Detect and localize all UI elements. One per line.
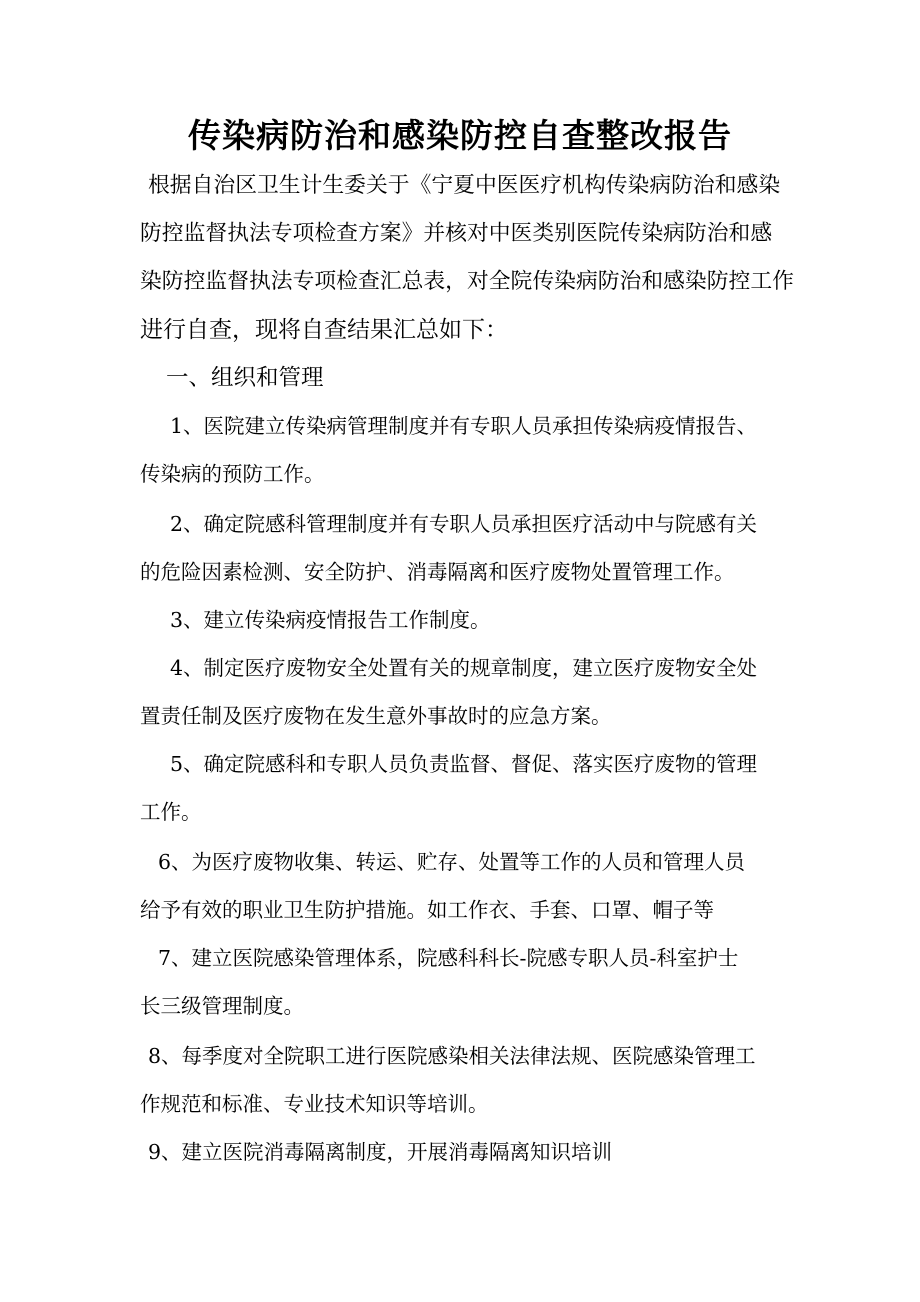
document-title: 传染病防治和感染防控自查整改报告 [188, 116, 732, 155]
item-4-line-1: 4、制定医疗废物安全处置有关的规章制度，建立医疗废物安全处 [170, 656, 758, 680]
item-1-line-2: 传染病的预防工作。 [140, 462, 325, 486]
item-7-line-2: 长三级管理制度。 [140, 994, 304, 1018]
intro-line-1: 根据自治区卫生计生委关于《宁夏中医医疗机构传染病防治和感染 [148, 173, 781, 198]
item-9-line-1: 9、建立医院消毒隔离制度，开展消毒隔离知识培训 [148, 1140, 613, 1164]
intro-line-2: 防控监督执法专项检查方案》并核对中医类别医院传染病防治和感 [140, 221, 773, 246]
item-6-line-1: 6、为医疗废物收集、转运、贮存、处置等工作的人员和管理人员 [158, 850, 746, 874]
item-1-line-1: 1、医院建立传染病管理制度并有专职人员承担传染病疫情报告、 [170, 414, 758, 438]
item-3-line-1: 3、建立传染病疫情报告工作制度。 [170, 608, 491, 632]
item-8-line-1: 8、每季度对全院职工进行医院感染相关法律法规、医院感染管理工 [148, 1044, 756, 1068]
section-heading: 一、组织和管理 [166, 365, 324, 391]
item-5-line-2: 工作。 [140, 800, 202, 824]
item-2-line-1: 2、确定院感科管理制度并有专职人员承担医疗活动中与院感有关 [170, 512, 758, 536]
intro-line-3: 染防控监督执法专项检查汇总表，对全院传染病防治和感染防控工作 [140, 269, 794, 294]
item-6-line-2: 给予有效的职业卫生防护措施。如工作衣、手套、口罩、帽子等 [140, 898, 714, 922]
item-4-line-2: 置责任制及医疗废物在发生意外事故时的应急方案。 [140, 704, 612, 728]
item-5-line-1: 5、确定院感科和专职人员负责监督、督促、落实医疗废物的管理 [170, 752, 758, 776]
item-2-line-2: 的危险因素检测、安全防护、消毒隔离和医疗废物处置管理工作。 [140, 560, 735, 584]
intro-line-4: 进行自查，现将自查结果汇总如下： [140, 317, 508, 343]
item-8-line-2: 作规范和标准、专业技术知识等培训。 [140, 1092, 489, 1116]
item-7-line-1: 7、建立医院感染管理体系，院感科科长-院感专职人员-科室护士 [158, 946, 739, 970]
